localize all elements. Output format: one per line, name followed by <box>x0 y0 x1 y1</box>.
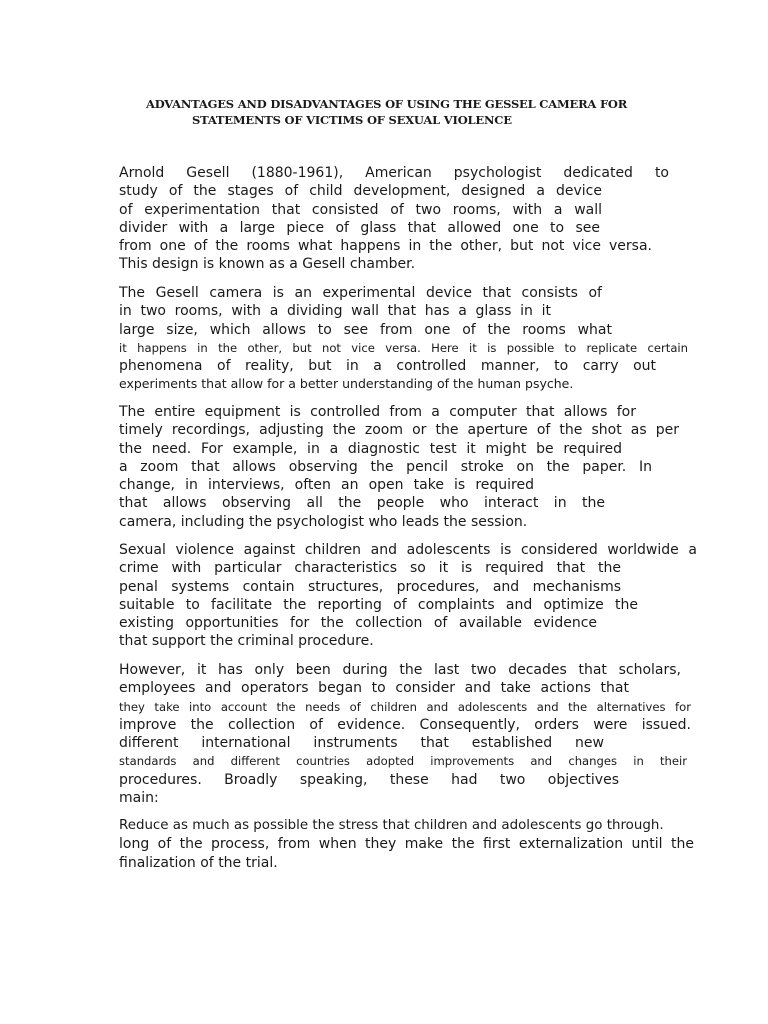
paragraph-line: finalization of the trial. <box>119 854 278 871</box>
paragraph-line: employees and operators began to consider and take actions that <box>119 680 629 697</box>
paragraph-line: it happens in the other, but not vice versa. Here it is possible to replicate certain <box>119 340 688 355</box>
paragraph-line: The Gesell camera is an experimental device that consists of <box>119 285 602 301</box>
paragraph-line: in two rooms, with a dividing wall that has a glass in it <box>119 303 551 320</box>
paragraph-4 <box>119 541 697 651</box>
paragraph-line: study of the stages of child development, designed a device <box>119 183 602 200</box>
paragraph-1 <box>119 164 669 274</box>
paragraph-line: timely recordings, adjusting the zoom or the aperture of the shot as per <box>119 422 679 439</box>
paragraph-line: long of the process, from when they make the first externalization until the <box>119 836 694 853</box>
paragraph-line: suitable to facilitate the reporting of complaints and optimize the <box>119 596 638 613</box>
paragraph-line: Arnold Gesell (1880-1961), American psychologist dedicated to <box>119 165 669 181</box>
paragraph-line: that allows observing all the people who interact in the <box>119 495 605 512</box>
paragraph-line: improve the collection of evidence. Consequently, orders were issued. <box>119 716 691 733</box>
paragraph-line: phenomena of reality, but in a controlled manner, to carry out <box>119 358 656 375</box>
paragraph-line: that support the criminal procedure. <box>119 633 374 650</box>
paragraph-line: existing opportunities for the collection of available evidence <box>119 615 597 632</box>
paragraph-line: crime with particular characteristics so it is required that the <box>119 560 621 577</box>
paragraph-6 <box>119 817 709 872</box>
paragraph-line: penal systems contain structures, procedures, and mechanisms <box>119 578 621 595</box>
paragraph-line: of experimentation that consisted of two rooms, with a wall <box>119 201 602 218</box>
paragraph-line: Reduce as much as possible the stress that children and adolescents go through. <box>119 818 664 833</box>
paragraph-line: camera, including the psychologist who leads the session. <box>119 513 528 530</box>
paragraph-line: large size, which allows to see from one of the rooms what <box>119 321 612 338</box>
title-line-2: STATEMENTS OF VICTIMS OF SEXUAL VIOLENCE <box>192 113 512 127</box>
paragraph-5 <box>119 661 691 807</box>
paragraph-line: However, it has only been during the last two decades that scholars, <box>119 662 681 678</box>
paragraph-line: they take into account the needs of children and adolescents and the alternatives for <box>119 699 691 714</box>
paragraph-line: from one of the rooms what happens in the other, but not vice versa. <box>119 238 652 255</box>
paragraph-line: different international instruments that established new <box>119 735 604 752</box>
paragraph-line: standards and different countries adopted improvements and changes in their <box>119 754 687 769</box>
paragraph-line: divider with a large piece of glass that allowed one to see <box>119 219 600 236</box>
paragraph-line: the need. For example, in a diagnostic test it might be required <box>119 440 622 457</box>
paragraph-line: change, in interviews, often an open take is required <box>119 477 534 494</box>
paragraph-line: a zoom that allows observing the pencil stroke on the paper. In <box>119 458 652 475</box>
paragraph-line: Sexual violence against children and adolescents is considered worldwide a <box>119 542 697 558</box>
paragraph-line: procedures. Broadly speaking, these had two objectives <box>119 771 619 788</box>
paragraph-line: main: <box>119 790 159 807</box>
paragraph-3 <box>119 403 679 531</box>
title-line-1: ADVANTAGES AND DISADVANTAGES OF USING THE GESSEL CAMERA FOR <box>146 97 628 111</box>
paragraph-line: The entire equipment is controlled from a computer that allows for <box>119 404 636 420</box>
paragraph-line: experiments that allow for a better understanding of the human psyche. <box>119 376 574 392</box>
paragraph-line: This design is known as a Gesell chamber. <box>119 256 416 273</box>
paragraph-2 <box>119 284 688 394</box>
